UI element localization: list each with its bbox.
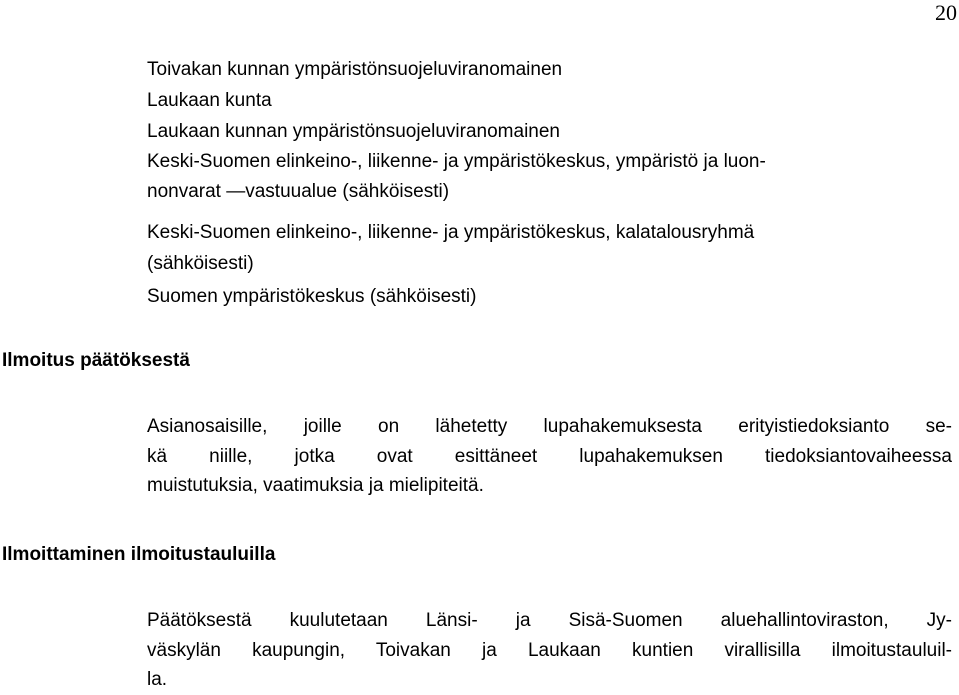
recipient-line: Toivakan kunnan ympäristönsuojeluviranomainen bbox=[147, 59, 563, 80]
recipient-line: (sähköisesti) bbox=[147, 253, 254, 274]
recipient-line: Keski-Suomen elinkeino-, liikenne- ja ympäristökeskus, ympäristö ja luon- bbox=[147, 151, 766, 172]
section-paragraph-bulletin bbox=[147, 606, 952, 695]
page-number: 20 bbox=[935, 0, 957, 25]
recipient-line: Laukaan kunta bbox=[147, 90, 272, 111]
paragraph-line: la. bbox=[147, 669, 168, 690]
section-heading-bulletin: Ilmoittaminen ilmoitustauluilla bbox=[2, 544, 276, 565]
recipient-line: Laukaan kunnan ympäristönsuojeluviranomainen bbox=[147, 121, 560, 142]
paragraph-line: väskylän kaupungin, Toivakan ja Laukaan kuntien virallisilla ilmoitustauluil- bbox=[147, 639, 952, 661]
recipient-line: Keski-Suomen elinkeino-, liikenne- ja ympäristökeskus, kalatalousryhmä bbox=[147, 222, 755, 243]
paragraph-line: Päätöksestä kuulutetaan Länsi- ja Sisä-Suomen aluehallintoviraston, Jy- bbox=[147, 610, 952, 631]
recipient-line: nonvarat —vastuualue (sähköisesti) bbox=[147, 181, 450, 202]
paragraph-line: kä niille, jotka ovat esittäneet lupahakemuksen tiedoksiantovaiheessa bbox=[147, 445, 952, 467]
paragraph-line: muistutuksia, vaatimuksia ja mielipiteitä. bbox=[147, 475, 484, 496]
recipient-line: Suomen ympäristökeskus (sähköisesti) bbox=[147, 286, 477, 307]
section-heading-notice: Ilmoitus päätöksestä bbox=[2, 350, 190, 371]
paragraph-line: Asianosaisille, joille on lähetetty lupahakemuksesta erityistiedoksianto se- bbox=[147, 416, 952, 437]
section-paragraph-notice bbox=[147, 412, 952, 501]
